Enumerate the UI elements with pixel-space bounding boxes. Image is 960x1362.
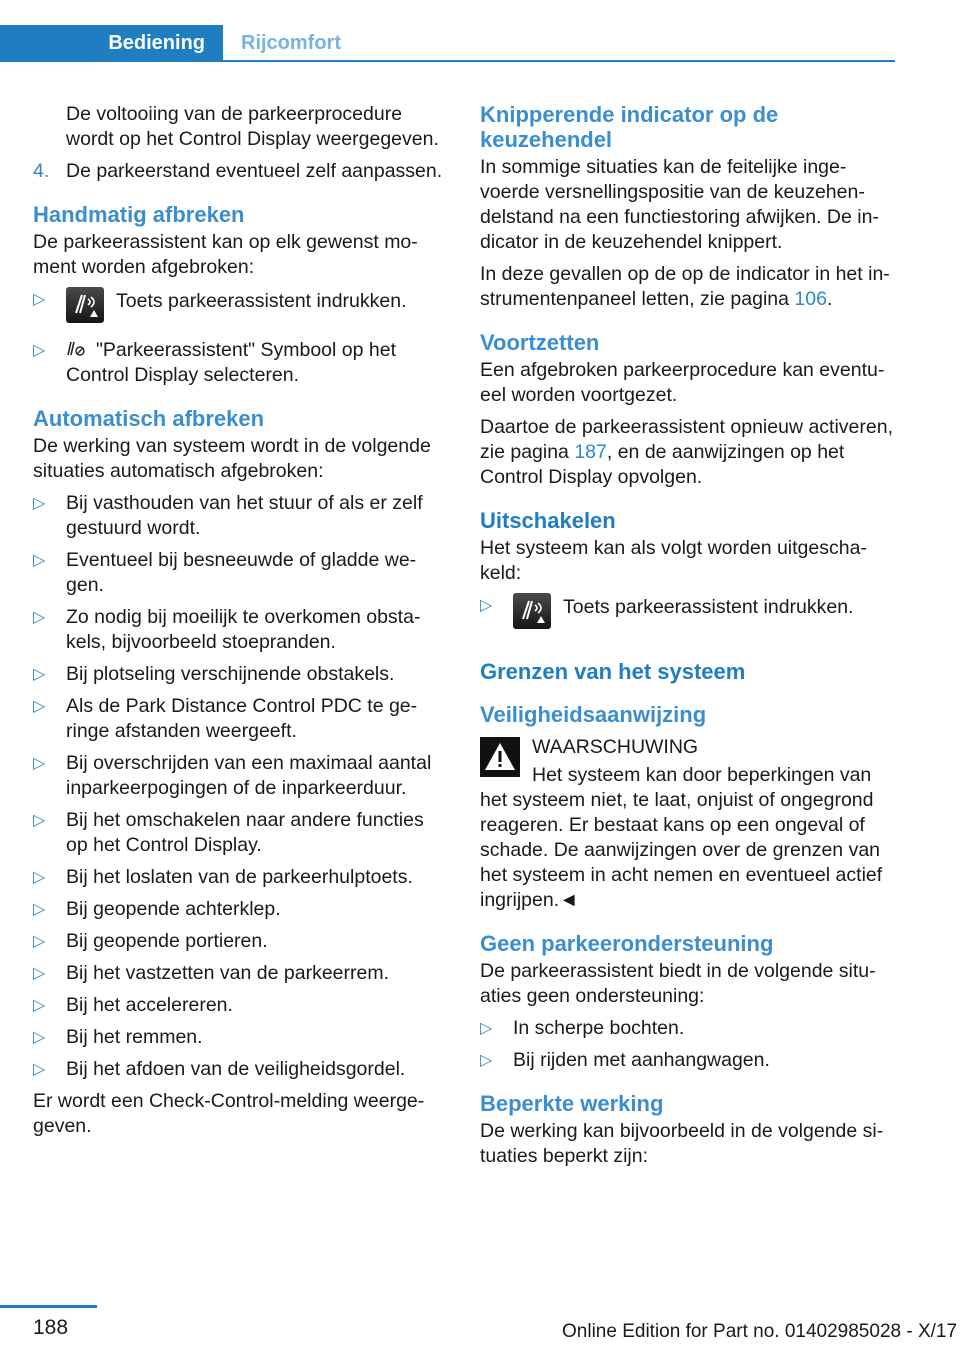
- auto-item: Bij vasthouden van het stuur of als er zelf gestuurd wordt.: [66, 492, 423, 539]
- list-triangle-icon: ▷: [33, 666, 46, 683]
- heading-nosupport: Geen parkeerondersteuning: [480, 931, 774, 956]
- step-number: 4.: [33, 160, 50, 182]
- auto-item: Bij het vastzetten van de parkeerrem.: [66, 962, 389, 984]
- nosupport-item: In scherpe bochten.: [513, 1017, 685, 1039]
- warning-triangle-icon: [480, 737, 520, 777]
- list-item: [33, 1025, 443, 1050]
- auto-item: Bij plotseling verschijnende obstakels.: [66, 663, 395, 685]
- auto-item: Bij het afdoen van de veiligheidsgordel.: [66, 1058, 406, 1080]
- list-item: [33, 491, 443, 541]
- list-item: [33, 808, 443, 858]
- list-item: [33, 961, 443, 986]
- nosupport-text: De parkeerassistent biedt in de volgende situaties geen ondersteuning:: [480, 960, 876, 1007]
- list-triangle-icon: ▷: [480, 1052, 493, 1069]
- list-item: [480, 593, 894, 637]
- right-column: [480, 102, 894, 1176]
- continue-text-2: [480, 415, 894, 490]
- auto-item: Eventueel bij besneeuwde of gladde wegen.: [66, 549, 417, 596]
- list-triangle-icon: ▷: [33, 495, 46, 512]
- off-list: [480, 593, 894, 637]
- auto-item: Bij geopende achterklep.: [66, 898, 281, 920]
- list-triangle-icon: ▷: [33, 901, 46, 918]
- page-ref-187[interactable]: 187: [574, 441, 607, 463]
- page-ref-106[interactable]: 106: [794, 288, 827, 310]
- left-column: [33, 102, 443, 1146]
- closing-text: Er wordt een Check-Control-melding weergegeven.: [33, 1090, 425, 1137]
- list-triangle-icon: ▷: [33, 342, 46, 359]
- auto-item: Bij geopende portieren.: [66, 930, 268, 952]
- step-item: [33, 159, 443, 184]
- list-triangle-icon: ▷: [480, 597, 493, 614]
- limited-text: De werking kan bijvoorbeeld in de volgende situaties beperkt zijn:: [480, 1120, 884, 1167]
- list-item: [33, 548, 443, 598]
- auto-item: Zo nodig bij moeilijk te overkomen obstakels, bijvoorbeeld stoepranden.: [66, 606, 421, 653]
- nosupport-list: [480, 1016, 894, 1073]
- list-triangle-icon: ▷: [33, 1061, 46, 1078]
- header-divider: [0, 60, 895, 62]
- auto-item: Bij overschrijden van een maximaal aantal inparkeerpogingen of de inparkeerduur.: [66, 752, 432, 799]
- manual-item-1: Toets parkeerassistent indrukken.: [116, 290, 407, 312]
- nosupport-item: Bij rijden met aanhangwagen.: [513, 1049, 770, 1071]
- list-triangle-icon: ▷: [33, 698, 46, 715]
- auto-item: Bij het remmen.: [66, 1026, 203, 1048]
- auto-item: Bij het omschakelen naar andere functies op het Control Display.: [66, 809, 424, 856]
- list-item: [33, 897, 443, 922]
- park-assist-button-icon: [513, 593, 551, 629]
- list-item: [33, 694, 443, 744]
- blink-text-2b: .: [826, 288, 833, 310]
- heading-limits: Grenzen van het systeem: [480, 659, 746, 684]
- list-triangle-icon: ▷: [480, 1020, 493, 1037]
- list-triangle-icon: ▷: [33, 552, 46, 569]
- continue-text-2a: Daartoe de parkeerassistent opnieuw activeren, zie pagina: [480, 416, 893, 463]
- tab-bediening[interactable]: Bediening: [0, 25, 223, 61]
- blink-text-2: [480, 262, 894, 312]
- intro-text: De voltooiing van de parkeerprocedure wordt op het Control Display weergegeven.: [66, 103, 439, 150]
- list-triangle-icon: ▷: [33, 755, 46, 772]
- list-item: [33, 287, 443, 331]
- auto-list: [33, 491, 443, 1082]
- list-item: [33, 929, 443, 954]
- list-item: [33, 605, 443, 655]
- manual-item-2: "Parkeerassistent" Symbool op het Control Display selecteren.: [66, 339, 396, 386]
- list-item: [33, 865, 443, 890]
- list-triangle-icon: ▷: [33, 933, 46, 950]
- heading-limited: Beperkte werking: [480, 1091, 664, 1116]
- warning-block: [480, 735, 894, 788]
- heading-continue: Voortzetten: [480, 330, 600, 355]
- off-text: Het systeem kan als volgt worden uitgeschakeld:: [480, 537, 867, 584]
- manual-list: [33, 287, 443, 388]
- list-triangle-icon: ▷: [33, 291, 46, 308]
- off-item: Toets parkeerassistent indrukken.: [563, 596, 854, 618]
- warning-line-1: Het systeem kan door beperkingen van: [532, 764, 872, 786]
- list-triangle-icon: ▷: [33, 1029, 46, 1046]
- list-item: [33, 662, 443, 687]
- auto-item: Bij het loslaten van de parkeerhulptoets.: [66, 866, 413, 888]
- heading-blink: Knipperende indicator op de keuzehendel: [480, 102, 779, 152]
- heading-safety: Veiligheidsaanwijzing: [480, 702, 707, 727]
- heading-manual: Handmatig afbreken: [33, 202, 245, 227]
- auto-text: De werking van systeem wordt in de volgende situaties automatisch afgebroken:: [33, 435, 431, 482]
- edition-note: Online Edition for Part no. 01402985028 - X/17: [562, 1321, 958, 1342]
- tab-rijcomfort[interactable]: Rijcomfort: [241, 31, 341, 54]
- list-triangle-icon: ▷: [33, 812, 46, 829]
- list-item: [480, 1016, 894, 1041]
- list-triangle-icon: ▷: [33, 609, 46, 626]
- auto-item: Bij het accelereren.: [66, 994, 233, 1016]
- park-assist-symbol-icon: [66, 339, 86, 359]
- manual-text: De parkeerassistent kan op elk gewenst moment worden afgebroken:: [33, 231, 418, 278]
- list-triangle-icon: ▷: [33, 869, 46, 886]
- list-item: [480, 1048, 894, 1073]
- auto-item: Als de Park Distance Control PDC te geringe afstanden weergeeft.: [66, 695, 418, 742]
- continue-text-1: Een afgebroken parkeerprocedure kan eventueel worden voortgezet.: [480, 359, 885, 406]
- warning-text: het systeem niet, te laat, onjuist of ongegrond reageren. Er bestaat kans op een ongeval of schade. De aanwijzingen over de grenzen van het systeem in acht nemen en eventueel actief ingrijpen.◄: [480, 789, 883, 911]
- blink-text-2a: In deze gevallen op de op de indicator in het instrumentenpaneel letten, zie pagina: [480, 263, 890, 310]
- blink-text-1: In sommige situaties kan de feitelijke ingevoerde versnellingspositie van de keuzehendelstand na een functiestoring afwijken. De indicator in de keuzehendel knippert.: [480, 156, 879, 253]
- continue-text-2b: , en de aanwijzingen op het Control Display opvolgen.: [480, 441, 845, 488]
- heading-off: Uitschakelen: [480, 508, 616, 533]
- page-number: 188: [33, 1316, 69, 1339]
- list-item: [33, 993, 443, 1018]
- warning-title: WAARSCHUWING: [532, 736, 699, 758]
- list-triangle-icon: ▷: [33, 965, 46, 982]
- warning-header: [532, 735, 871, 788]
- heading-auto: Automatisch afbreken: [33, 406, 265, 431]
- step-text: De parkeerstand eventueel zelf aanpassen.: [66, 160, 443, 182]
- header-tabs: [0, 25, 895, 63]
- footer-rule: [0, 1305, 97, 1308]
- list-item: [33, 338, 443, 388]
- step-list: [33, 159, 443, 184]
- list-triangle-icon: ▷: [33, 997, 46, 1014]
- list-item: [33, 1057, 443, 1082]
- list-item: [33, 751, 443, 801]
- park-assist-button-icon: [66, 287, 104, 323]
